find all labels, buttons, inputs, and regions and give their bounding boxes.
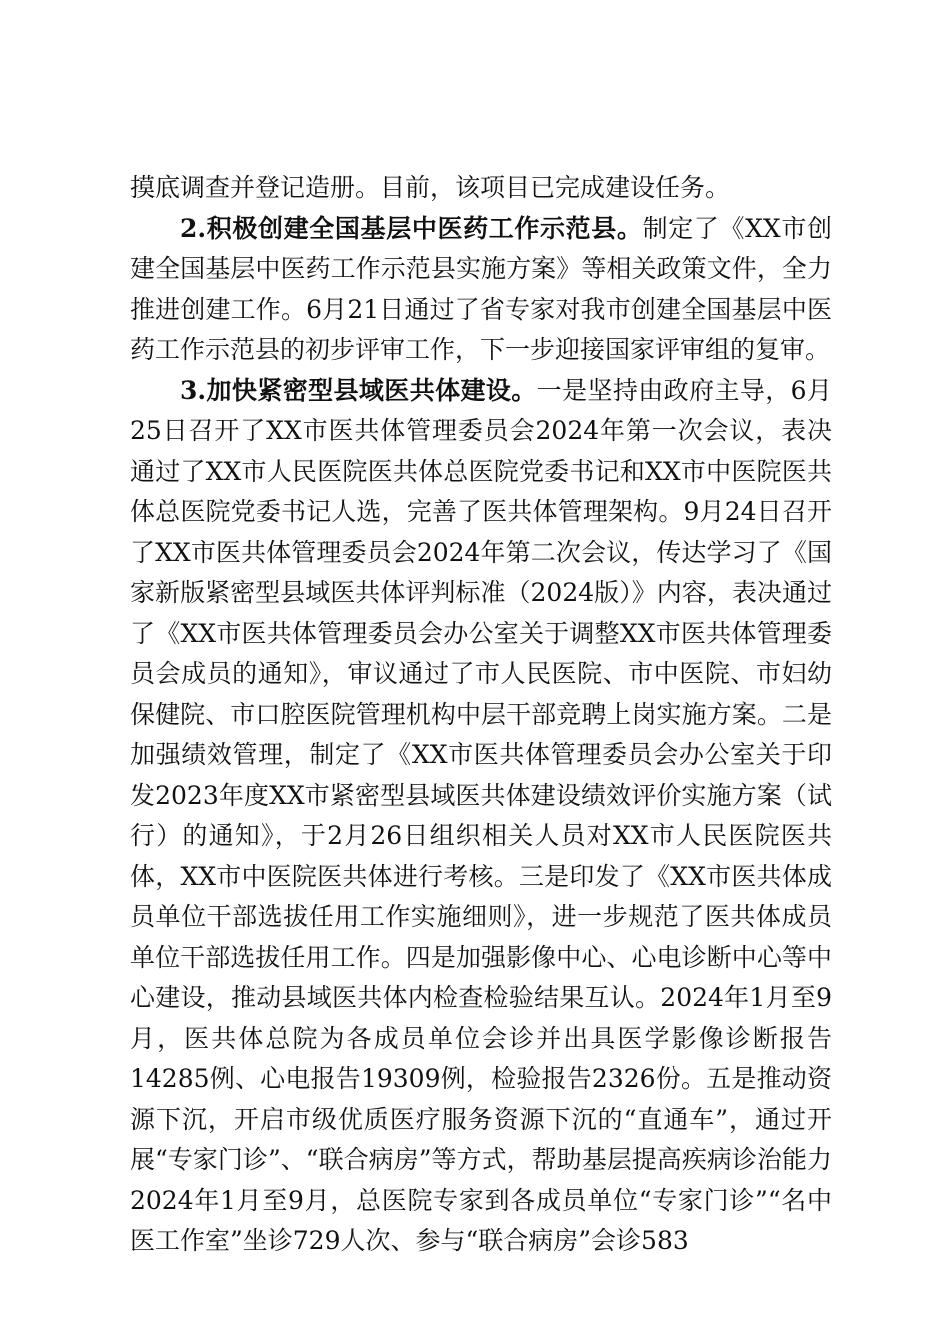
paragraph-3-heading: 3.加快紧密型县域医共体建设。 (180, 375, 537, 405)
paragraph-1: 摸底调查并登记造册。目前，该项目已完成建设任务。 (130, 173, 731, 202)
paragraph-2-heading: 2.积极创建全国基层中医药工作示范县。 (180, 213, 643, 243)
paragraph-2 (130, 209, 832, 371)
paragraph-3 (130, 371, 832, 1262)
paragraph-2-body: 制定了《XX市创建全国基层中医药工作示范县实施方案》等相关政策文件，全力推进创建工作。6月21日通过了省专家对我市创建全国基层中医药工作示范县的初步评审工作，下一步迎接国家评审组的复审。 (130, 213, 832, 364)
paragraph-3-body: 一是坚持由政府主导，6月25日召开了XX市医共体管理委员会2024年第一次会议，表决通过了XX市人民医院医共体总医院党委书记和XX市中医院医共体总医院党委书记人选，完善了医共体管理架构。9月24日召开了XX市医共体管理委员会2024年第二次会议，传达学习了《国家新版紧密型县域医共体评判标准（2024版）》内容，表决通过了《XX市医共体管理委员会办公室关于调整XX市医共体管理委员会成员的通知》，审议通过了市人民医院、市中医院、市妇幼保健院、市口腔医院管理机构中层干部竞聘上岗实施方案。二是加强绩效管理，制定了《XX市医共体管理委员会办公室关于印发2023年度XX市紧密型县域医共体建设绩效评价实施方案（试行）的通知》，于2月26日组织相关人员对XX市人民医院医共体，XX市中医院医共体进行考核。三是印发了《XX市医共体成员单位干部选拔任用工作实施细则》，进一步规范了医共体成员单位干部选拔任用工作。四是加强影像中心、心电诊断中心等中心建设，推动县域医共体内检查检验结果互认。2024年1月至9月，医共体总院为各成员单位会诊并出具医学影像诊断报告14285例、心电报告19309例，检验报告2326份。五是推动资源下沉，开启市级优质医疗服务资源下沉的“直通车”，通过开展“专家门诊”、“联合病房”等方式，帮助基层提高疾病诊治能力2024年1月至9月，总医院专家到各成员单位“专家门诊”“名中医工作室”坐诊729人次、参与“联合病房”会诊583 (130, 375, 832, 1255)
document-body (130, 168, 832, 1262)
